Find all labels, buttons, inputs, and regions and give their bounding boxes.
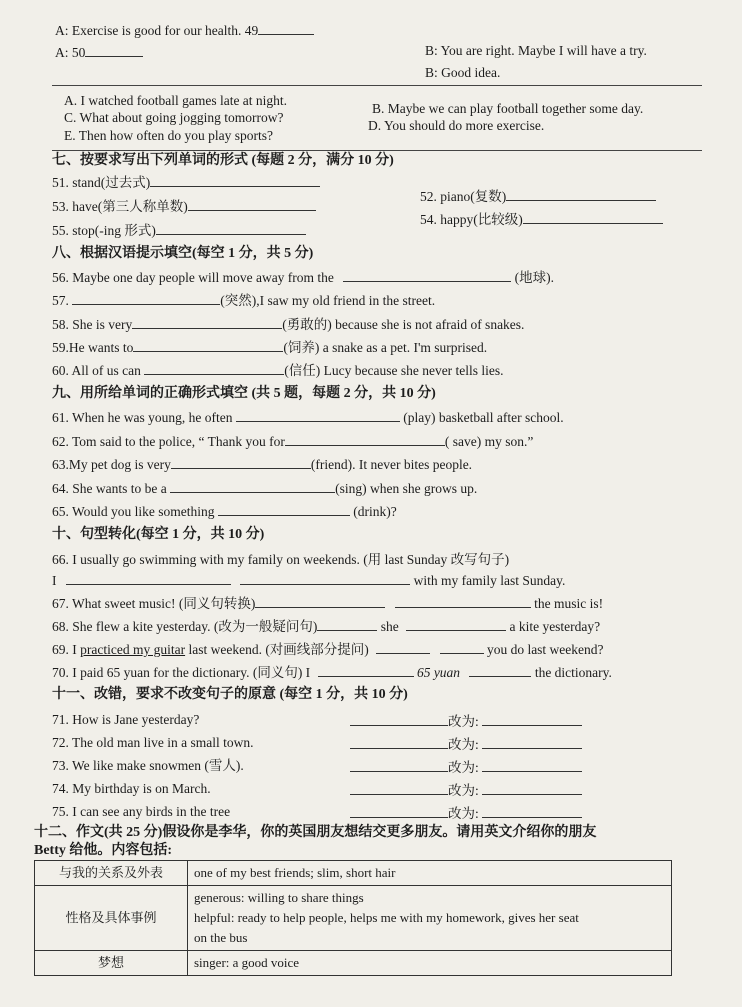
section12-title: 十二、作文(共 25 分)假设你是李华，你的英国朋友想结交更多朋友。请用英文介绍你的朋友 xyxy=(34,825,597,840)
answer-blank-71a[interactable] xyxy=(350,713,448,726)
section10-title: 十、句型转化(每空 1 分，共 10 分) xyxy=(52,527,265,542)
dialogue-a2: A: 50 xyxy=(55,44,143,62)
dialogue-a1: A: Exercise is good for our health. 49 xyxy=(55,22,314,40)
answer-blank-71b[interactable] xyxy=(482,713,582,726)
question-72-correction: 改为: xyxy=(350,736,582,754)
question-66: 66. I usually go swimming with my family on weekends. (用 last Sunday 改写句子) xyxy=(52,552,510,567)
answer-blank-59[interactable] xyxy=(133,339,283,352)
answer-blank-73b[interactable] xyxy=(482,759,582,772)
answer-blank-57[interactable] xyxy=(72,292,220,305)
answer-blank-55[interactable] xyxy=(156,222,306,235)
row-key: 梦想 xyxy=(35,951,188,976)
row-value: one of my best friends; slim, short hair xyxy=(188,861,672,886)
question-71-correction: 改为: xyxy=(350,713,582,731)
writing-outline-table xyxy=(34,860,672,976)
table-row xyxy=(35,951,672,976)
answer-blank-58[interactable] xyxy=(132,316,282,329)
question-51: 51. stand(过去式) xyxy=(52,174,320,192)
row-key: 与我的关系及外表 xyxy=(35,861,188,886)
dialogue-b1: B: You are right. Maybe I will have a try. xyxy=(425,43,647,58)
question-70: 70. I paid 65 yuan for the dictionary. (同义句) I 65 yuan the dictionary. xyxy=(52,665,612,680)
section7-title: 七、按要求写出下列单词的形式 (每题 2 分，满分 10 分) xyxy=(52,153,394,168)
question-65: 65. Would you like something (drink)? xyxy=(52,504,397,519)
underlined-phrase: practiced my guitar xyxy=(80,642,186,657)
section9-title: 九、用所给单词的正确形式填空 (共 5 题，每题 2 分，共 10 分) xyxy=(52,386,436,401)
question-62: 62. Tom said to the police, “ Thank you for ( save) my son.” xyxy=(52,434,534,449)
table-row xyxy=(35,886,672,951)
question-61: 61. When he was young, he often (play) basketball after school. xyxy=(52,410,564,425)
answer-blank-50[interactable] xyxy=(85,44,143,57)
option-e: E. Then how often do you play sports? xyxy=(64,128,273,143)
answer-blank-75a[interactable] xyxy=(350,805,448,818)
question-75: 75. I can see any birds in the tree xyxy=(52,804,231,819)
answer-blank-72a[interactable] xyxy=(350,736,448,749)
answer-blank-74b[interactable] xyxy=(482,782,582,795)
answer-blank-66a[interactable] xyxy=(66,572,231,585)
question-74-correction: 改为: xyxy=(350,782,582,800)
answer-blank-74a[interactable] xyxy=(350,782,448,795)
answer-blank-68a[interactable] xyxy=(317,618,377,631)
question-55: 55. stop(-ing 形式) xyxy=(52,222,306,240)
question-58: 58. She is very (勇敢的) because she is not afraid of snakes. xyxy=(52,317,525,332)
answer-blank-67a[interactable] xyxy=(255,595,385,608)
section12-title-line2: Betty 给他。内容包括: xyxy=(34,843,173,858)
question-71: 71. How is Jane yesterday? xyxy=(52,712,200,727)
question-57: 57. (突然),I saw my old friend in the street. xyxy=(52,293,436,308)
row-value-line: on the bus xyxy=(194,930,248,945)
row-value-line: helpful: ready to help people, helps me with my homework, gives her seat xyxy=(194,910,579,925)
question-60: 60. All of us can (信任) Lucy because she never tells lies. xyxy=(52,363,504,378)
answer-blank-63[interactable] xyxy=(171,456,311,469)
option-a: A. I watched football games late at night. xyxy=(64,93,288,108)
answer-blank-54[interactable] xyxy=(523,211,663,224)
option-b: B. Maybe we can play football together some day. xyxy=(372,101,644,116)
question-66-answer: I with my family last Sunday. xyxy=(52,573,566,588)
question-59: 59.He wants to (饲养) a snake as a pet. I'm surprised. xyxy=(52,340,488,355)
question-64: 64. She wants to be a (sing) when she grows up. xyxy=(52,481,478,496)
question-63: 63.My pet dog is very (friend). It never bites people. xyxy=(52,457,473,472)
row-value: singer: a good voice xyxy=(188,951,672,976)
answer-blank-52[interactable] xyxy=(506,188,656,201)
answer-blank-60[interactable] xyxy=(144,362,284,375)
answer-blank-69a[interactable] xyxy=(376,641,430,654)
answer-blank-61[interactable] xyxy=(236,409,400,422)
answer-blank-72b[interactable] xyxy=(482,736,582,749)
options-box xyxy=(52,85,702,151)
question-53: 53. have(第三人称单数) xyxy=(52,198,316,216)
question-72: 72. The old man live in a small town. xyxy=(52,735,254,750)
section8-title: 八、根据汉语提示填空(每空 1 分，共 5 分) xyxy=(52,246,314,261)
option-d: D. You should do more exercise. xyxy=(368,118,545,133)
row-value xyxy=(188,886,672,951)
answer-blank-53[interactable] xyxy=(188,198,316,211)
row-key: 性格及具体事例 xyxy=(35,886,188,951)
question-56: 56. Maybe one day people will move away from the (地球). xyxy=(52,270,555,285)
answer-blank-65[interactable] xyxy=(218,503,350,516)
answer-blank-56[interactable] xyxy=(343,269,511,282)
question-52: 52. piano(复数) xyxy=(420,188,656,206)
answer-blank-75b[interactable] xyxy=(482,805,582,818)
answer-blank-49[interactable] xyxy=(258,22,314,35)
answer-blank-62[interactable] xyxy=(285,433,445,446)
answer-blank-73a[interactable] xyxy=(350,759,448,772)
table-row xyxy=(35,861,672,886)
question-74: 74. My birthday is on March. xyxy=(52,781,211,796)
question-73: 73. We like make snowmen (雪人). xyxy=(52,758,244,773)
answer-blank-70b[interactable] xyxy=(469,664,531,677)
question-67: 67. What sweet music! (同义句转换) the music is! xyxy=(52,596,604,611)
row-value-line: generous: willing to share things xyxy=(194,890,364,905)
option-c: C. What about going jogging tomorrow? xyxy=(64,110,284,125)
question-69: 69. I practiced my guitar last weekend. (对画线部分提问) you do last weekend? xyxy=(52,642,604,657)
answer-blank-69b[interactable] xyxy=(440,641,484,654)
section11-title: 十一、改错，要求不改变句子的原意 (每空 1 分，共 10 分) xyxy=(52,687,408,702)
question-75-correction: 改为: xyxy=(350,805,582,823)
question-54: 54. happy(比较级) xyxy=(420,211,663,229)
answer-blank-66b[interactable] xyxy=(240,572,410,585)
answer-blank-51[interactable] xyxy=(150,174,320,187)
answer-blank-68b[interactable] xyxy=(406,618,506,631)
dialogue-b2: B: Good idea. xyxy=(425,65,501,80)
question-73-correction: 改为: xyxy=(350,759,582,777)
answer-blank-70a[interactable] xyxy=(318,664,414,677)
answer-blank-64[interactable] xyxy=(170,480,335,493)
answer-blank-67b[interactable] xyxy=(395,595,531,608)
question-68: 68. She flew a kite yesterday. (改为一般疑问句) she a kite yesterday? xyxy=(52,619,601,634)
